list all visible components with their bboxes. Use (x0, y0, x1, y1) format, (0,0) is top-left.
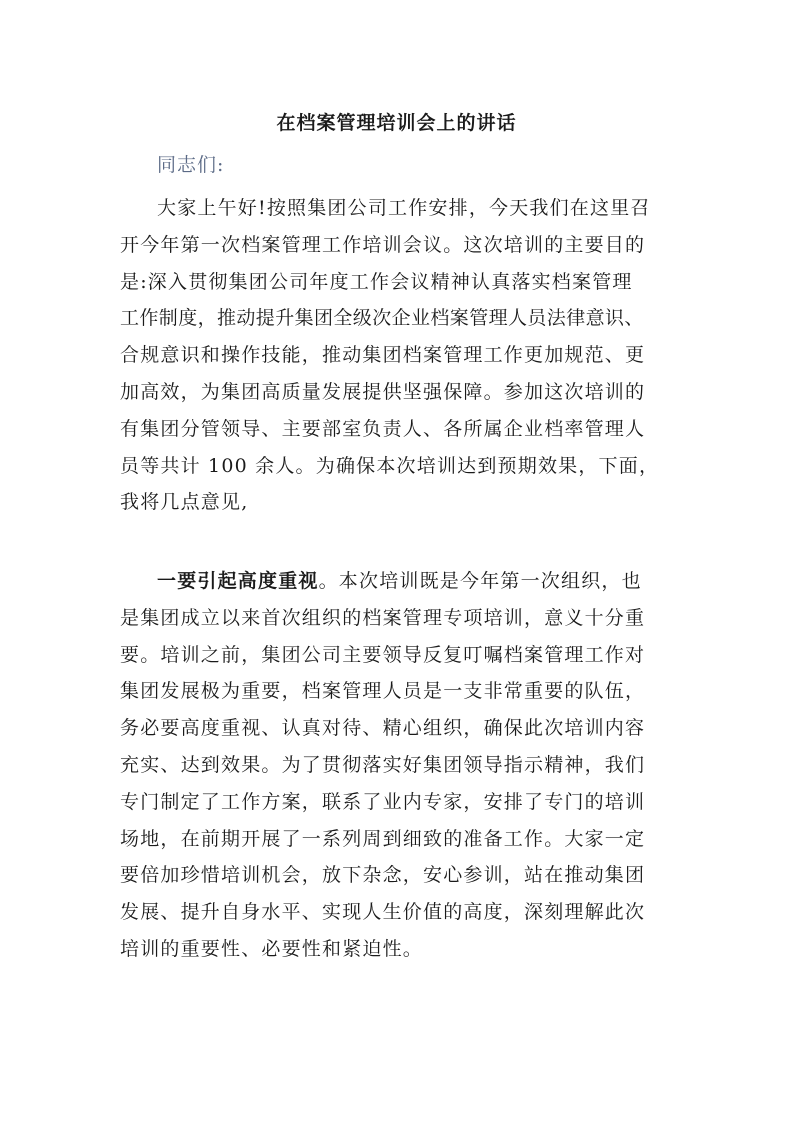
paragraph-line: 合规意识和操作技能，推动集团档案管理工作更加规范、更 (120, 344, 646, 367)
paragraph-line: 是:深入贯彻集团公司年度工作会议精神认真落实档案管理 (120, 270, 633, 293)
paragraph-line: 务必要高度重视、认真对待、精心组织，确保此次培训内容 (120, 717, 646, 740)
paragraph-line: 发展、提升自身水平、实现人生价值的高度，深刻理解此次 (120, 901, 646, 924)
paragraph-first-line (120, 563, 680, 600)
paragraph-1 (120, 190, 680, 521)
paragraph-line: 专门制定了工作方案，联系了业内专家，安排了专门的培训 (120, 790, 646, 813)
paragraph-line: 是集团成立以来首次组织的档案管理专项培训，意义十分重 (120, 606, 646, 629)
paragraph-line: 要。培训之前，集团公司主要领导反复叮嘱档案管理工作对 (120, 643, 646, 666)
paragraph-line: 有集团分管领导、主要部室负责人、各所属企业档率管理人 (120, 417, 646, 440)
paragraph-lead-rest: 。本次培训既是今年第一次组织，也 (318, 570, 642, 592)
paragraph-line: 场地，在前期开展了一系列周到细致的准备工作。大家一定 (120, 827, 646, 850)
paragraph-lead-heading: 一要引起高度重视 (157, 570, 319, 592)
paragraph-line: 培训的重要性、必要性和紧迫性。 (120, 937, 424, 960)
paragraph-line: 集团发展极为重要，档案管理人员是一支非常重要的队伍， (120, 680, 646, 703)
paragraph-2 (120, 563, 680, 968)
paragraph-line: 充实、达到效果。为了贯彻落实好集团领导指示精神，我们 (120, 753, 646, 776)
paragraph-line: 我将几点意见, (120, 491, 249, 514)
paragraph-line: 要倍加珍惜培训机会，放下杂念，安心参训，站在推动集团 (120, 864, 646, 887)
paragraph-line: 开今年第一次档案管理工作培训会议。这次培训的主要目的 (120, 233, 646, 256)
paragraph-line: 大家上午好!按照集团公司工作安排，今天我们在这里召 (157, 197, 651, 219)
paragraph-line: 员等共计 100 余人。为确保本次培训达到预期效果，下面， (120, 454, 660, 477)
paragraph-line: 工作制度，推动提升集团全级次企业档案管理人员法律意识、 (120, 307, 644, 330)
salutation: 同志们: (157, 154, 225, 176)
paragraph-line: 加高效，为集团高质量发展提供坚强保障。参加这次培训的 (120, 380, 646, 403)
page-title: 在档案管理培训会上的讲话 (276, 112, 517, 134)
